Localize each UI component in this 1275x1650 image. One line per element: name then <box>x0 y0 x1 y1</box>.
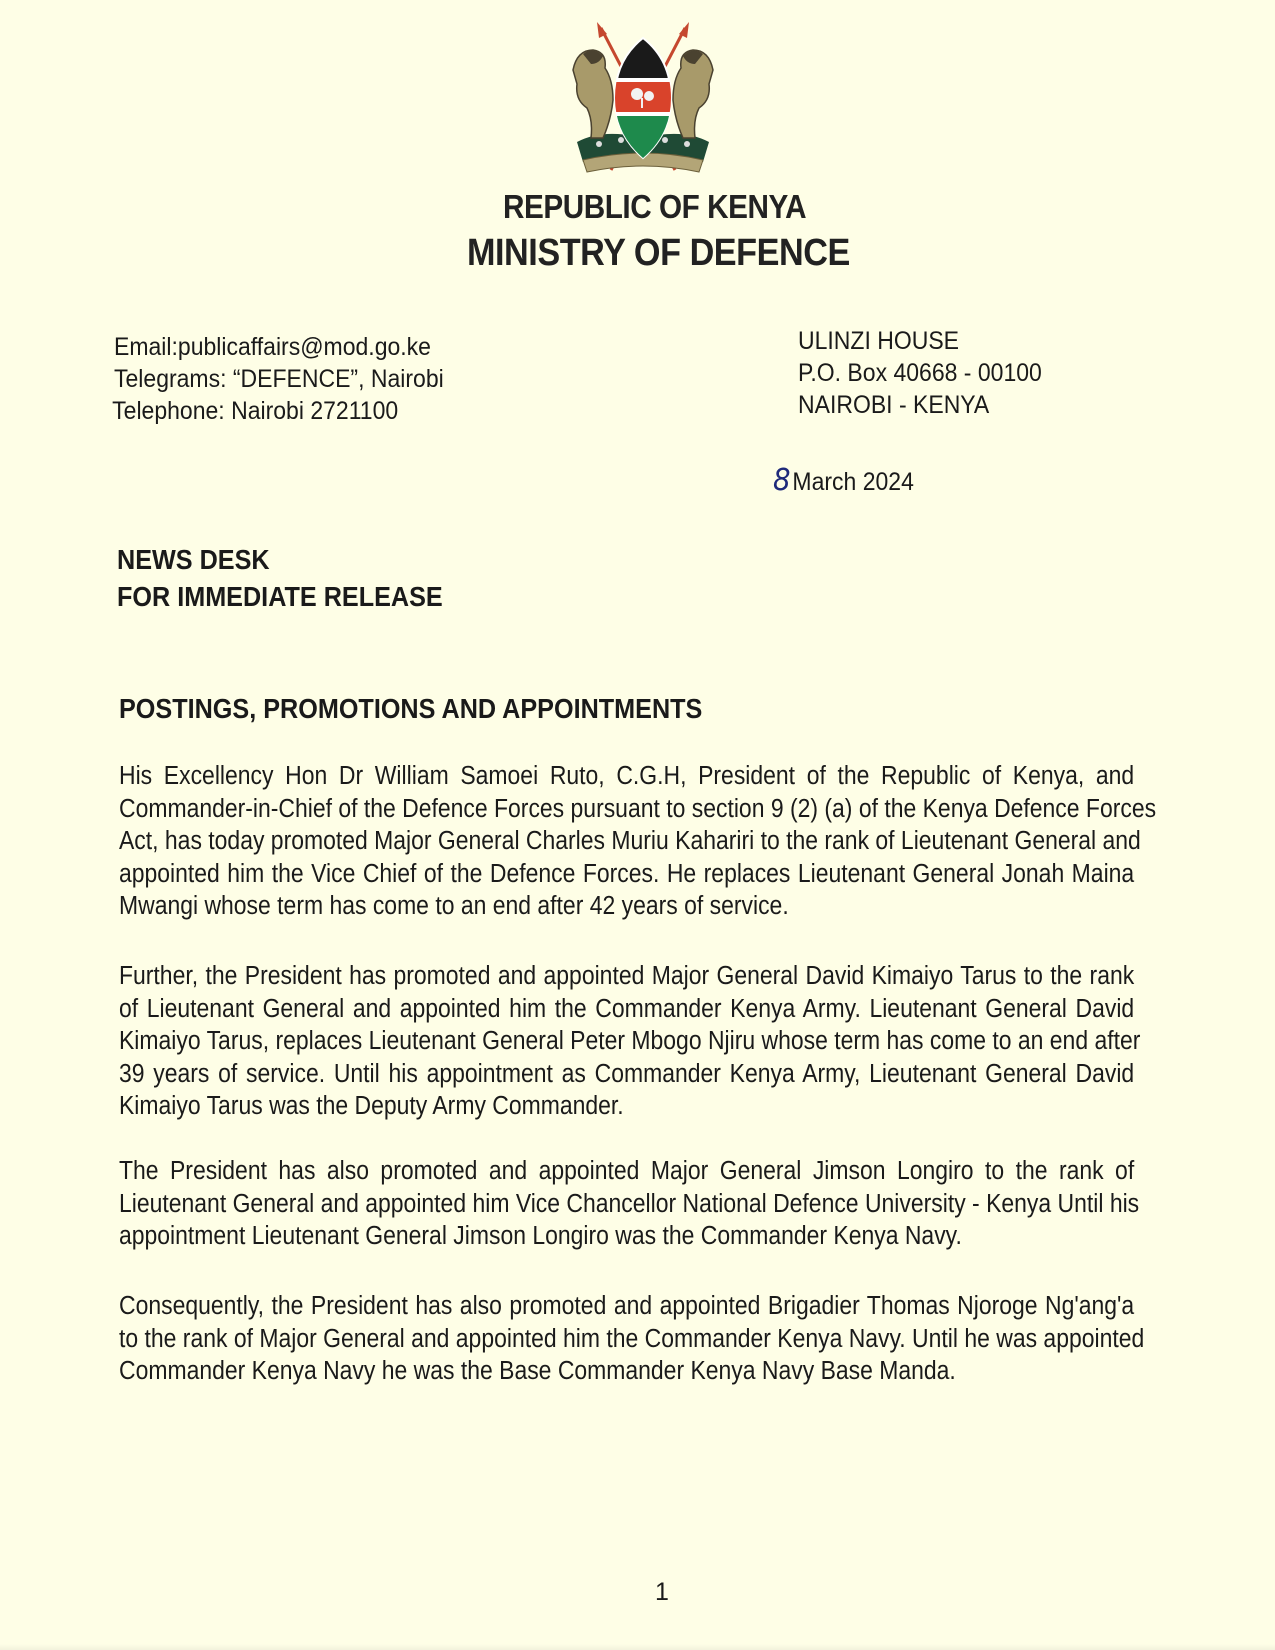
paragraph-line: Lieutenant General and appointed him Vice Chancellor National Defence University - Kenya Until his <box>119 1189 1140 1218</box>
news-desk-label: NEWS DESK <box>117 544 270 575</box>
address-line-2: P.O. Box 40668 - 00100 <box>798 359 1042 387</box>
address-block <box>798 325 1042 421</box>
scan-edge-shadow <box>0 1644 1275 1650</box>
paragraph-line: appointed him the Vice Chief of the Defence Forces. He replaces Lieutenant General Jonah Maina <box>119 859 1135 888</box>
paragraph-line: appointment Lieutenant General Jimson Longiro was the Commander Kenya Navy. <box>119 1222 962 1250</box>
handwritten-day: 8 <box>773 463 791 498</box>
release-label <box>117 541 443 615</box>
contact-telegrams: Telegrams: “DEFENCE”, Nairobi <box>114 365 444 393</box>
document-title: POSTINGS, PROMOTIONS AND APPOINTMENTS <box>119 693 703 724</box>
paragraph-line: His Excellency Hon Dr William Samoei Ruto, C.G.H, President of the Republic of Kenya, and <box>119 762 1135 790</box>
paragraph-line: Kimaiyo Tarus, replaces Lieutenant General Peter Mbogo Njiru whose term has come to an end after <box>119 1027 1141 1055</box>
header-ministry: MINISTRY OF DEFENCE <box>466 232 850 274</box>
paragraph-line: of Lieutenant General and appointed him the Commander Kenya Army. Lieutenant General David <box>119 994 1135 1023</box>
page-number: 1 <box>655 1578 669 1606</box>
paragraph-3 <box>119 1155 1140 1253</box>
paragraph-2 <box>119 960 1141 1123</box>
paragraph-line: Mwangi whose term has come to an end after 42 years of service. <box>119 892 789 920</box>
contact-block <box>114 331 444 427</box>
paragraph-line: Commander Kenya Navy he was the Base Commander Kenya Navy Base Manda. <box>119 1357 956 1385</box>
paragraph-line: Further, the President has promoted and appointed Major General David Kimaiyo Tarus to the rank <box>119 962 1135 990</box>
address-line-1: ULINZI HOUSE <box>798 327 960 355</box>
address-line-3: NAIROBI - KENYA <box>798 391 990 419</box>
paragraph-line: to the rank of Major General and appointed him the Commander Kenya Navy. Until he was appointed <box>119 1324 1145 1353</box>
contact-telephone: Telephone: Nairobi 2721100 <box>112 397 399 425</box>
paragraph-line: Consequently, the President has also promoted and appointed Brigadier Thomas Njoroge Ng'ang'a <box>119 1292 1135 1320</box>
paragraph-line: Kimaiyo Tarus was the Deputy Army Commander. <box>119 1092 624 1120</box>
contact-email: Email:publicaffairs@mod.go.ke <box>114 333 431 361</box>
date-month-year: March 2024 <box>792 468 914 496</box>
release-date <box>773 463 914 498</box>
header-republic: REPUBLIC OF KENYA <box>503 188 807 225</box>
paragraph-line: Commander-in-Chief of the Defence Forces pursuant to section 9 (2) (a) of the Kenya Defence Forces <box>119 794 1157 823</box>
paragraph-1 <box>119 760 1157 923</box>
paragraph-line: Act, has today promoted Major General Charles Muriu Kahariri to the rank of Lieutenant General and <box>119 827 1141 855</box>
kenya-coat-of-arms-icon <box>563 20 723 180</box>
immediate-release-label: FOR IMMEDIATE RELEASE <box>117 581 443 612</box>
paragraph-line: 39 years of service. Until his appointment as Commander Kenya Army, Lieutenant General David <box>119 1059 1135 1088</box>
paragraph-line: The President has also promoted and appointed Major General Jimson Longiro to the rank of <box>119 1157 1135 1185</box>
paragraph-4 <box>119 1290 1145 1388</box>
